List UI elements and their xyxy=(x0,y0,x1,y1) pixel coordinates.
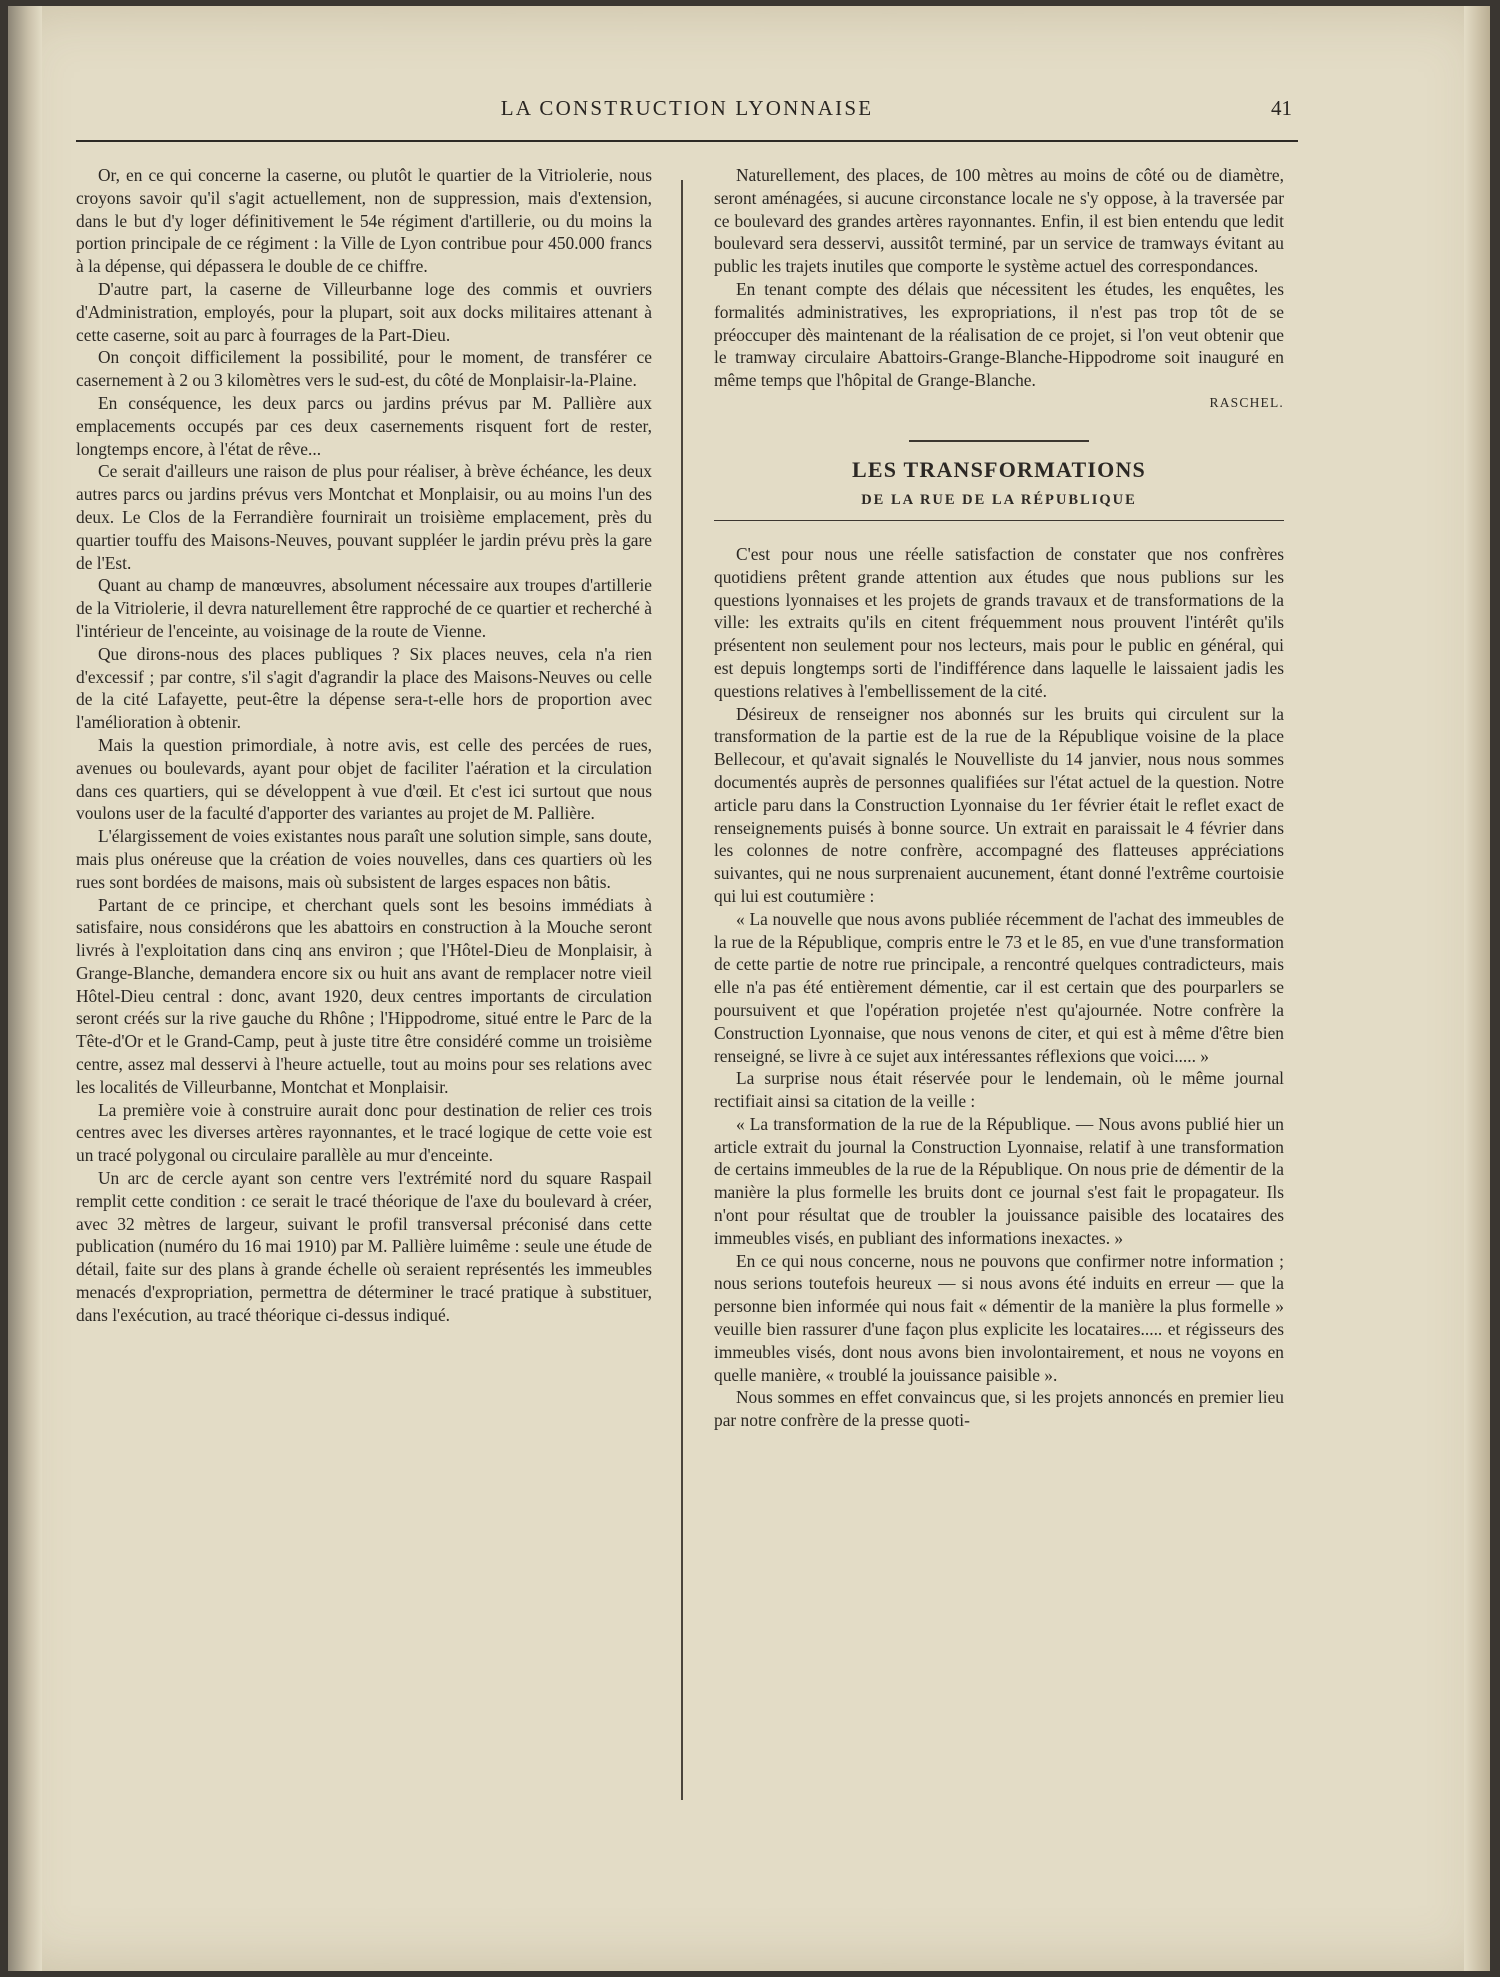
paragraph: Or, en ce qui concerne la caserne, ou plutôt le quartier de la Vitriolerie, nous croyons savoir qu'il s'agit actuellement, non de suppression, mais d'extension, dans le but d'y loger définitivement le 54e régiment d'artillerie, ou du moins la portion principale de ce régiment : la Ville de Lyon contribue pour 450.000 francs à la dépense, qui dépassera le double de ce chiffre. xyxy=(76,165,652,277)
article-title: LES TRANSFORMATIONS xyxy=(852,456,1146,482)
paragraph: Ce serait d'ailleurs une raison de plus pour réaliser, à brève échéance, les deux autres parcs ou jardins prévus vers Montchat et Monplaisir, ou au moins l'un des deux. Le Clos de la Ferrandière fournirait un troisième emplacement, près du quartier touffu des Maisons-Neuves, pouvant suppléer le jardin prévu près la gare de l'Est. xyxy=(76,461,652,573)
paragraph: Mais la question primordiale, à notre avis, est celle des percées de rues, avenues ou boulevards, ayant pour objet de faciliter l'aération et la circulation dans ces quartiers, qui se développent à vue d'œil. Et c'est ici surtout que nous voulons user de la faculté d'apporter des variantes au projet de M. Pallière. xyxy=(76,734,652,824)
right-column xyxy=(714,164,1284,1432)
page-edge xyxy=(1464,6,1490,1971)
paragraph: Désireux de renseigner nos abonnés sur les bruits qui circulent sur la transformation de la partie est de la rue de la République voisine de la place Bellecour, et qu'avait signalés le Nouvelliste du 14 janvier, nous nous sommes documentés auprès de personnes qualifiées sur l'état actuel de la question. Notre article paru dans la Construction Lyonnaise du 1er février était le reflet exact de renseignements puisés à bonne source. Un extrait en paraissait le 4 février dans les colonnes de notre confrère, accompagné des flatteuses appréciations suivantes, qui ne nous surprenaient aucunement, étant donné l'extrême courtoisie qui lui est coutumière : xyxy=(714,703,1284,906)
title-rule xyxy=(714,520,1284,521)
paragraph: En conséquence, les deux parcs ou jardins prévus par M. Pallière aux emplacements occupés par ces deux casernements risquent fort de rester, longtemps encore, à l'état de rêve... xyxy=(76,392,652,459)
paragraph: Quant au champ de manœuvres, absolument nécessaire aux troupes d'artillerie de la Vitriolerie, il devra naturellement être rapproché de ce quartier et recherché à l'intérieur de l'enceinte, au voisinage de la route de Vienne. xyxy=(76,575,652,641)
paragraph: Que dirons-nous des places publiques ? Six places neuves, cela n'a rien d'excessif ; par contre, s'il s'agit d'agrandir la place des Maisons-Neuves ou celle de la cité Lafayette, peut-être la dépense sera-t-elle hors de proportion avec l'amélioration à obtenir. xyxy=(76,643,652,733)
paragraph: C'est pour nous une réelle satisfaction de constater que nos confrères quotidiens prêtent grande attention aux études que nous publions sur les questions lyonnaises et les projets de grands travaux et de transformations de la ville: les extraits qu'ils en citent fréquemment nous prouvent l'intérêt qu'ils présentent non seulement pour nos lecteurs, mais pour le public en général, qui est depuis longtemps sorti de l'indifférence dans laquelle le laissaient jadis les questions relatives à l'embellissement de la cité. xyxy=(714,543,1284,701)
page-number: 41 xyxy=(1271,96,1292,120)
paragraph: L'élargissement de voies existantes nous paraît une solution simple, sans doute, mais plus onéreuse que la création de voies nouvelles, dans ces quartiers où les rues sont bordées de maisons, mais où subsistent de larges espaces non bâtis. xyxy=(76,826,652,892)
page-gutter xyxy=(8,6,42,1971)
author-signature: RASCHEL. xyxy=(1209,394,1284,410)
paragraph: Partant de ce principe, et cherchant quels sont les besoins immédiats à satisfaire, nous considérons que les abattoirs en construction à la Mouche seront livrés à l'exploitation dans cinq ans environ ; que l'Hôtel-Dieu de Monplaisir, à Grange-Blanche, demandera encore six ou huit ans avant de remplacer notre vieil Hôtel-Dieu central : donc, avant 1920, deux centres importants de circulation seront créés sur la rive gauche du Rhône ; l'Hippodrome, situé entre le Parc de la Tête-d'Or et le Grand-Camp, peut à juste titre être considéré comme un troisième centre, assez mal desservi à l'heure actuelle, tout au moins pour ses relations avec les localités de Villeurbanne, Montchat et Monplaisir. xyxy=(76,894,652,1097)
paragraph: En ce qui nous concerne, nous ne pouvons que confirmer notre information ; nous serions toutefois heureux — si nous avons été induits en erreur — que la personne bien informée qui nous fait « démentir de la manière la plus formelle » veuille bien rassurer d'une façon plus explicite les locataires..... et régisseurs des immeubles visés, dont nous avons bien involontairement, et nous ne voyons en quelle manière, « troublé la jouissance paisible ». xyxy=(714,1250,1284,1385)
journal-title: LA CONSTRUCTION LYONNAISE xyxy=(500,96,874,120)
paragraph: En tenant compte des délais que nécessitent les études, les enquêtes, les formalités administratives, les expropriations, il n'est pas trop tôt de se préoccuper dès maintenant de la réalisation de ce projet, si l'on veut obtenir que le tramway circulaire Abattoirs-Grange-Blanche-Hippodrome soit inauguré en même temps que l'hôpital de Grange-Blanche. xyxy=(714,278,1284,391)
running-header xyxy=(76,96,1298,142)
paragraph: On conçoit difficilement la possibilité, pour le moment, de transférer ce casernement à 2 ou 3 kilomètres vers le sud-est, du côté de Monplaisir-la-Plaine. xyxy=(76,347,652,391)
paragraph: La première voie à construire aurait donc pour destination de relier ces trois centres avec les diverses artères rayonnantes, et le tracé logique de cette voie est un tracé polygonal ou circulaire parallèle au mur d'enceinte. xyxy=(76,1099,652,1166)
article-subtitle: DE LA RUE DE LA RÉPUBLIQUE xyxy=(861,491,1137,508)
paragraph: La surprise nous était réservée pour le lendemain, où le même journal rectifiait ainsi sa citation de la veille : xyxy=(714,1068,1284,1112)
left-column xyxy=(76,164,652,1327)
paragraph: Nous sommes en effet convaincus que, si les projets annoncés en premier lieu par notre confrère de la presse quoti- xyxy=(714,1387,1284,1431)
paragraph: D'autre part, la caserne de Villeurbanne loge des commis et ouvriers d'Administration, employés, pour la plupart, soit aux docks militaires attenant à cette caserne, soit au parc à fourrages de la Part-Dieu. xyxy=(76,278,652,345)
paragraph: « La nouvelle que nous avons publiée récemment de l'achat des immeubles de la rue de la République, compris entre le 73 et le 85, en vue d'une transformation de cette partie de notre rue principale, a rencontré quelques contradicteurs, mais elle n'a pas été entièrement démentie, car il est certain que des pourparlers se poursuivent et que l'opération projetée n'est qu'ajournée. Notre confrère la Construction Lyonnaise, que nous venons de citer, et qui est à même d'être bien renseigné, se livre à ce sujet aux intéressantes réflexions que voici..... » xyxy=(714,908,1284,1066)
column-divider xyxy=(681,180,683,1800)
paragraph: Naturellement, des places, de 100 mètres au moins de côté ou de diamètre, seront aménagées, si aucune circonstance locale ne s'y oppose, à la traversée par ce boulevard des grandes artères rayonnantes. Enfin, il est bien entendu que ledit boulevard sera desservi, aussitôt terminé, par un service de tramways évitant au public les trajets inutiles que comporte le système actuel des correspondances. xyxy=(714,165,1284,277)
paragraph: Un arc de cercle ayant son centre vers l'extrémité nord du square Raspail remplit cette condition : ce serait le tracé théorique de l'axe du boulevard à créer, avec 32 mètres de largeur, suivant le profil transversal préconisé dans cette publication (numéro du 16 mai 1910) par M. Pallière luimême : seule une étude de détail, faite sur des plans à grande échelle où seraient représentés les immeubles menacés d'expropriation, permettra de déterminer le tracé pratique à substituer, dans l'exécution, au tracé théorique ci-dessus indiqué. xyxy=(76,1168,652,1325)
paragraph: « La transformation de la rue de la République. — Nous avons publié hier un article extrait du journal la Construction Lyonnaise, relatif à une transformation de certains immeubles de la rue de la République. On nous prie de démentir de la manière la plus formelle les bruits dont ce journal s'est fait le propagateur. Ils n'ont pour résultat que de troubler la jouissance paisible des locataires des immeubles visés, en publiant des informations inexactes. » xyxy=(714,1113,1284,1248)
section-ornament xyxy=(714,428,1284,438)
